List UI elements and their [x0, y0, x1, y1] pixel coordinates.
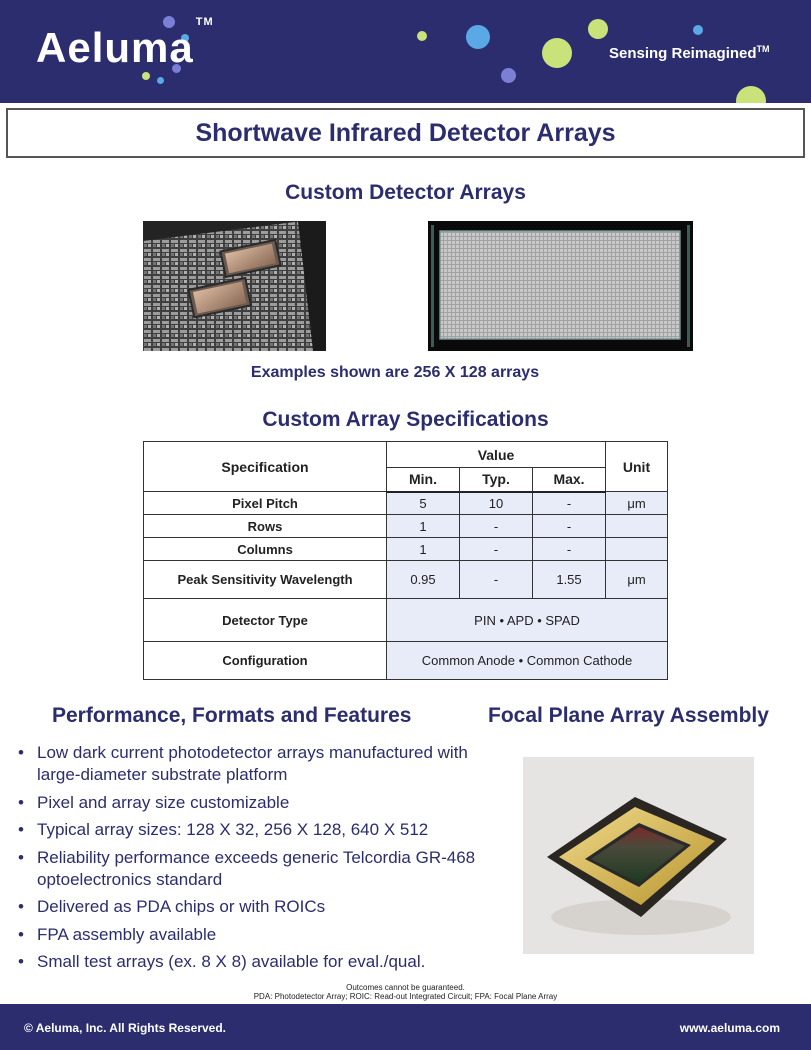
performance-heading: Performance, Formats and Features: [52, 704, 412, 727]
row-min: 5: [387, 492, 460, 515]
performance-list: [18, 742, 488, 979]
row-typ: -: [460, 561, 533, 599]
row-typ: 10: [460, 492, 533, 515]
row-label: Pixel Pitch: [144, 492, 387, 515]
row-label: Rows: [144, 515, 387, 538]
page-title: Shortwave Infrared Detector Arrays: [195, 118, 616, 147]
table-row: [144, 599, 668, 642]
title-box: [6, 108, 805, 158]
row-label: Columns: [144, 538, 387, 561]
configuration-value: Common Anode • Common Cathode: [387, 642, 668, 680]
decorative-dot: [588, 19, 608, 39]
detector-type-label: Detector Type: [144, 599, 387, 642]
header-max: Max.: [533, 468, 606, 492]
arrays-caption: Examples shown are 256 X 128 arrays: [250, 364, 540, 381]
list-item: • Delivered as PDA chips or with ROICs: [18, 896, 488, 918]
fpa-heading: Focal Plane Array Assembly: [488, 704, 769, 727]
spec-table: [143, 441, 668, 680]
decorative-dot: [736, 86, 766, 103]
page-footer: [0, 1004, 811, 1050]
abbreviations-note: PDA: Photodetector Array; ROIC: Read-out Integrated Circuit; FPA: Focal Plane Array: [253, 992, 558, 1001]
row-typ: -: [460, 515, 533, 538]
fpa-assembly-photo: [523, 757, 754, 954]
header-typ: Typ.: [460, 468, 533, 492]
disclaimer-note: Outcomes cannot be guaranteed.: [346, 983, 465, 992]
table-row: [144, 642, 668, 680]
header-value: Value: [387, 442, 606, 468]
row-unit: [606, 538, 668, 561]
header-specification: Specification: [144, 442, 387, 492]
row-max: -: [533, 515, 606, 538]
row-min: 1: [387, 538, 460, 561]
decorative-dot: [142, 72, 150, 80]
website-link[interactable]: www.aeluma.com: [679, 1021, 780, 1035]
row-unit: μm: [606, 492, 668, 515]
decorative-dot: [417, 31, 427, 41]
company-logo: Aeluma™: [36, 16, 214, 71]
row-unit: μm: [606, 561, 668, 599]
row-max: 1.55: [533, 561, 606, 599]
table-row: [144, 538, 668, 561]
list-item: • Typical array sizes: 128 X 32, 256 X 128, 640 X 512: [18, 819, 488, 841]
list-item: • Small test arrays (ex. 8 X 8) available for eval./qual.: [18, 951, 488, 973]
table-row: [144, 492, 668, 515]
configuration-label: Configuration: [144, 642, 387, 680]
tagline: Sensing Reimagined™: [609, 44, 770, 62]
row-typ: -: [460, 538, 533, 561]
list-item: • Low dark current photodetector arrays manufactured with large-diameter substrate platform: [18, 742, 488, 786]
list-item: • Pixel and array size customizable: [18, 792, 488, 814]
custom-arrays-heading: Custom Detector Arrays: [285, 181, 526, 204]
detector-die-photo: [428, 221, 693, 351]
header-unit: Unit: [606, 442, 668, 492]
row-min: 1: [387, 515, 460, 538]
decorative-dot: [466, 25, 490, 49]
decorative-dot: [542, 38, 572, 68]
copyright-text: © Aeluma, Inc. All Rights Reserved.: [24, 1021, 227, 1035]
decorative-dot: [693, 25, 703, 35]
row-label: Peak Sensitivity Wavelength: [144, 561, 387, 599]
list-item: • Reliability performance exceeds generic Telcordia GR-468 optoelectronics standard: [18, 847, 488, 891]
list-item: • FPA assembly available: [18, 924, 488, 946]
page-header: [0, 0, 811, 103]
row-min: 0.95: [387, 561, 460, 599]
specs-heading: Custom Array Specifications: [262, 408, 549, 431]
row-max: -: [533, 538, 606, 561]
detector-type-value: PIN • APD • SPAD: [387, 599, 668, 642]
decorative-dot: [157, 77, 164, 84]
row-unit: [606, 515, 668, 538]
detector-chip-photo: [143, 221, 326, 351]
table-row: [144, 515, 668, 538]
row-max: -: [533, 492, 606, 515]
table-row: [144, 561, 668, 599]
decorative-dot: [501, 68, 516, 83]
header-min: Min.: [387, 468, 460, 492]
